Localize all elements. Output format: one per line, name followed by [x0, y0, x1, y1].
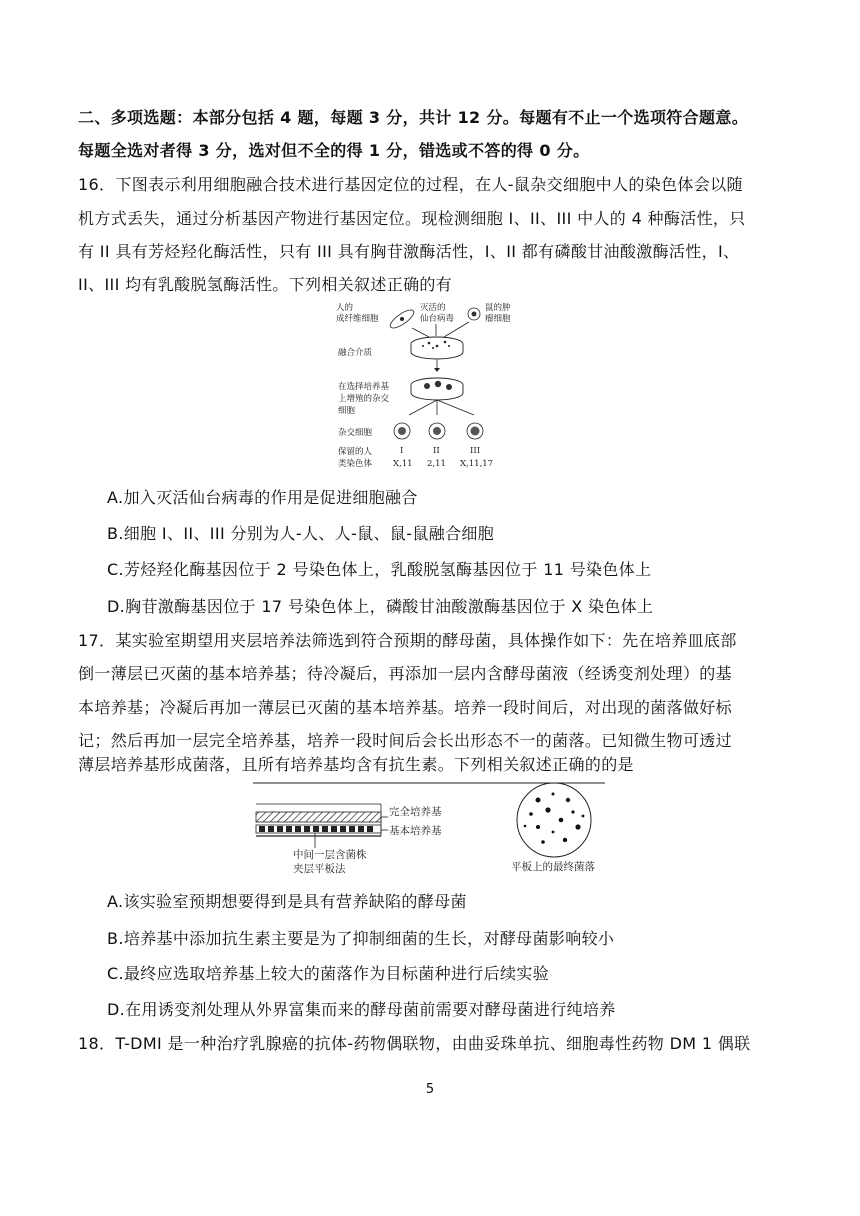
fig1-cell-label-1: I: [400, 446, 404, 456]
q17-option-c: C.最终应选取培养基上较大的菌落作为目标菌种进行后续实验: [107, 964, 550, 983]
q16-option-a: A.加入灭活仙台病毒的作用是促进细胞融合: [107, 488, 418, 507]
fig1-human-cell-label-2: 成纤维细胞: [336, 314, 379, 324]
hybrid-cell-3-nucleus: [471, 427, 480, 436]
page-number: 5: [425, 1082, 435, 1097]
fig2-middle-layer-label: 中间一层含菌株: [293, 849, 367, 861]
fig1-chromosomes-2: 2,11: [427, 459, 446, 469]
fig1-retained-line-1: 保留的人: [338, 447, 373, 457]
fig1-virus-label-2: 仙台病毒: [420, 314, 455, 324]
fig2-sandwich-method-label: 夹层平板法: [293, 863, 346, 874]
q16-option-d: D.胸苷激酶基因位于 17 号染色体上，磷酸甘油酸激酶基因位于 X 染色体上: [107, 597, 654, 616]
complete-medium-layer: [256, 812, 381, 822]
q17-stem-line-1: 17．某实验室期望用夹层培养法筛选到符合预期的酵母菌，具体操作如下：先在培养皿底部: [78, 631, 737, 650]
fig1-mouse-cell-label: 鼠的肿: [485, 303, 511, 313]
q16-stem-line-2: 机方式丢失，通过分析基因产物进行基因定位。现检测细胞 I、II、III 中人的 4 种酶活性，只: [78, 209, 746, 228]
fig1-hybrid-cells-label: 杂交细胞: [338, 428, 373, 438]
fig2-complete-medium-label: 完全培养基: [389, 806, 442, 818]
fig1-fusion-medium-label: 融合介质: [338, 348, 373, 358]
fig2-final-colonies-label: 平板上的最终菌落: [511, 861, 595, 873]
selection-dish-side: [411, 385, 463, 400]
q16-option-c: C.芳烃羟化酶基因位于 2 号染色体上，乳酸脱氢酶基因位于 11 号染色体上: [107, 560, 652, 579]
fig1-human-cell-label: 人的: [336, 303, 354, 313]
cell-fusion-figure: [334, 300, 534, 475]
q16-stem-line-1: 16．下图表示利用细胞融合技术进行基因定位的过程，在人-鼠杂交细胞中人的染色体会以随: [78, 175, 743, 194]
q18-stem-line-1: 18．T-DMI 是一种治疗乳腺癌的抗体-药物偶联物，由曲妥珠单抗、细胞毒性药物 DM 1 偶联: [78, 1034, 751, 1053]
section-heading-line-1: 二、多项选题：本部分包括 4 题，每题 3 分，共计 12 分。每题有不止一个选项符合题意。: [78, 108, 749, 127]
q17-stem-line-4: 记；然后再加一层完全培养基，培养一段时间后会长出形态不一的菌落。已知微生物可透过: [78, 731, 733, 750]
q16-stem-line-3: 有 II 具有芳烃羟化酶活性，只有 III 具有胸苷激酶活性，I、II 都有磷酸甘油酸激酶活性，I、: [78, 242, 740, 261]
q16-option-b: B.细胞 I、II、III 分别为人-人、人-鼠、鼠-鼠融合细胞: [107, 524, 495, 543]
fibroblast-nucleus: [400, 317, 404, 321]
fig1-selection-line-1: 在选择培养基: [338, 382, 390, 392]
fig1-mouse-cell-label-2: 瘤细胞: [485, 314, 511, 324]
q17-stem-line-2: 倒一薄层已灭菌的基本培养基；待冷凝后，再添加一层内含酵母菌液（经诱变剂处理）的基: [78, 664, 733, 683]
section-heading-line-2: 每题全选对者得 3 分，选对但不全的得 1 分，错选或不答的得 0 分。: [78, 141, 590, 160]
q17-option-d: D.在用诱变剂处理从外界富集而来的酵母菌前需要对酵母菌进行纯培养: [107, 1000, 616, 1019]
fig2-basic-medium-label: 基本培养基: [389, 825, 442, 837]
q17-stem-line-5: 薄层培养基形成菌落，且所有培养基均含有抗生素。下列相关叙述正确的的是: [78, 755, 634, 774]
fig1-cell-label-2: II: [433, 446, 440, 456]
sandwich-plate-figure: [253, 782, 613, 874]
fig1-selection-line-2: 上增殖的杂交: [338, 394, 390, 404]
hybrid-cell-2-nucleus: [433, 427, 441, 435]
fig1-chromosomes-1: X,11: [393, 459, 413, 469]
fig1-chromosomes-3: X,11,17: [460, 459, 494, 469]
fig1-virus-label: 灭活的: [420, 303, 446, 313]
q16-stem-line-4: II、III 均有乳酸脱氢酶活性。下列相关叙述正确的有: [78, 275, 453, 294]
fig1-cell-label-3: III: [470, 446, 481, 456]
hybrid-cell-1-nucleus: [398, 427, 406, 435]
q17-stem-line-3: 本培养基；冷凝后再加一薄层已灭菌的基本培养基。培养一段时间后，对出现的菌落做好标: [78, 698, 733, 717]
q17-option-a: A.该实验室预期想要得到是具有营养缺陷的酵母菌: [107, 892, 467, 911]
fig1-selection-line-3: 细胞: [338, 406, 356, 416]
fig1-retained-line-2: 类染色体: [338, 459, 373, 469]
tumor-nucleus: [472, 312, 477, 317]
q17-option-b: B.培养基中添加抗生素主要是为了抑制细菌的生长，对酵母菌影响较小: [107, 929, 615, 948]
